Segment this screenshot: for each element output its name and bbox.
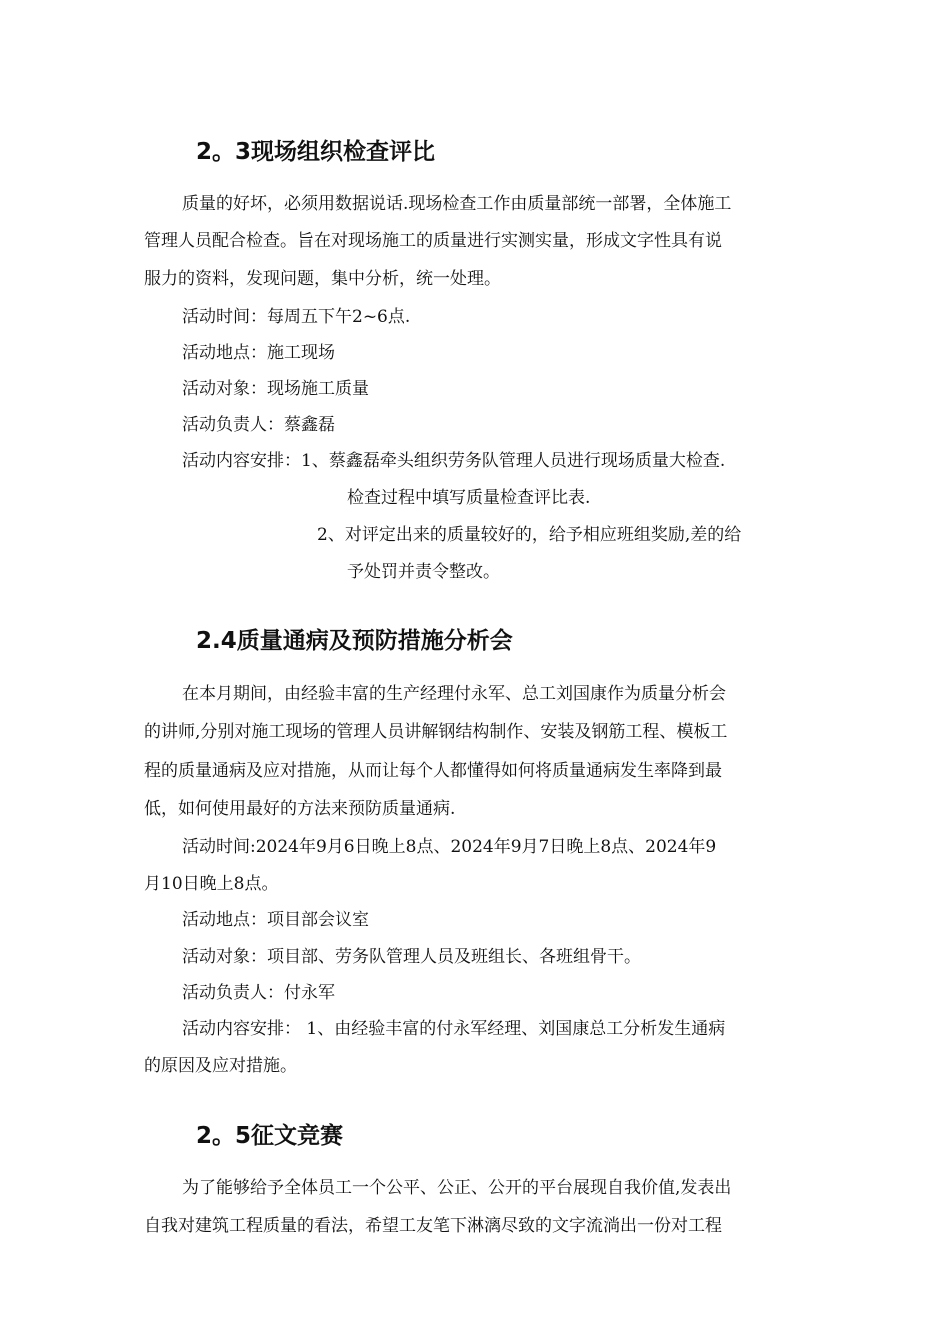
paragraph-line: 自我对建筑工程质量的看法，希望工友笔下淋漓尽致的文字流淌出一份对工程 bbox=[144, 1216, 722, 1236]
activity-target: 活动对象：现场施工质量 bbox=[182, 379, 369, 399]
activity-owner: 活动负责人：蔡鑫磊 bbox=[182, 415, 335, 435]
paragraph-line: 质量的好坏，必须用数据说话.现场检查工作由质量部统一部署，全体施工 bbox=[182, 194, 732, 214]
activity-content: 活动内容安排： 1、由经验丰富的付永军经理、刘国康总工分析发生通病 bbox=[182, 1019, 726, 1039]
activity-content-item-2: 2、对评定出来的质量较好的，给予相应班组奖励,差的给 bbox=[317, 525, 742, 545]
paragraph-line: 的讲师,分别对施工现场的管理人员讲解钢结构制作、安装及钢筋工程、模板工 bbox=[144, 722, 728, 742]
activity-location: 活动地点：项目部会议室 bbox=[182, 910, 369, 930]
paragraph-line: 管理人员配合检查。旨在对现场施工的质量进行实测实量，形成文字性具有说 bbox=[144, 231, 722, 251]
activity-location: 活动地点：施工现场 bbox=[182, 343, 335, 363]
paragraph-line: 为了能够给予全体员工一个公平、公正、公开的平台展现自我价值,发表出 bbox=[182, 1178, 732, 1198]
activity-content: 活动内容安排：1、蔡鑫磊牵头组织劳务队管理人员进行现场质量大检查. bbox=[182, 451, 726, 471]
section-heading-2-3: 2。3现场组织检查评比 bbox=[196, 139, 436, 165]
section-heading-2-5: 2。5征文竞赛 bbox=[196, 1123, 344, 1149]
activity-time: 活动时间:2024年9月6日晚上8点、2024年9月7日晚上8点、2024年9 bbox=[182, 837, 717, 857]
section-heading-2-4: 2.4质量通病及预防措施分析会 bbox=[196, 628, 513, 654]
paragraph-line: 低，如何使用最好的方法来预防质量通病. bbox=[144, 799, 456, 819]
paragraph-line: 服力的资料，发现问题，集中分析，统一处理。 bbox=[144, 269, 501, 289]
paragraph-line: 程的质量通病及应对措施，从而让每个人都懂得如何将质量通病发生率降到最 bbox=[144, 761, 722, 781]
activity-time-continuation: 月10日晚上8点。 bbox=[144, 874, 279, 894]
activity-owner: 活动负责人：付永军 bbox=[182, 983, 335, 1003]
activity-content-continuation: 的原因及应对措施。 bbox=[144, 1056, 297, 1076]
paragraph-line: 在本月期间，由经验丰富的生产经理付永军、总工刘国康作为质量分析会 bbox=[182, 684, 726, 704]
activity-content-continuation: 检查过程中填写质量检查评比表. bbox=[347, 488, 591, 508]
activity-target: 活动对象：项目部、劳务队管理人员及班组长、各班组骨干。 bbox=[182, 947, 641, 967]
activity-time: 活动时间：每周五下午2~6点. bbox=[182, 307, 411, 327]
activity-content-continuation: 予处罚并责令整改。 bbox=[347, 562, 500, 582]
